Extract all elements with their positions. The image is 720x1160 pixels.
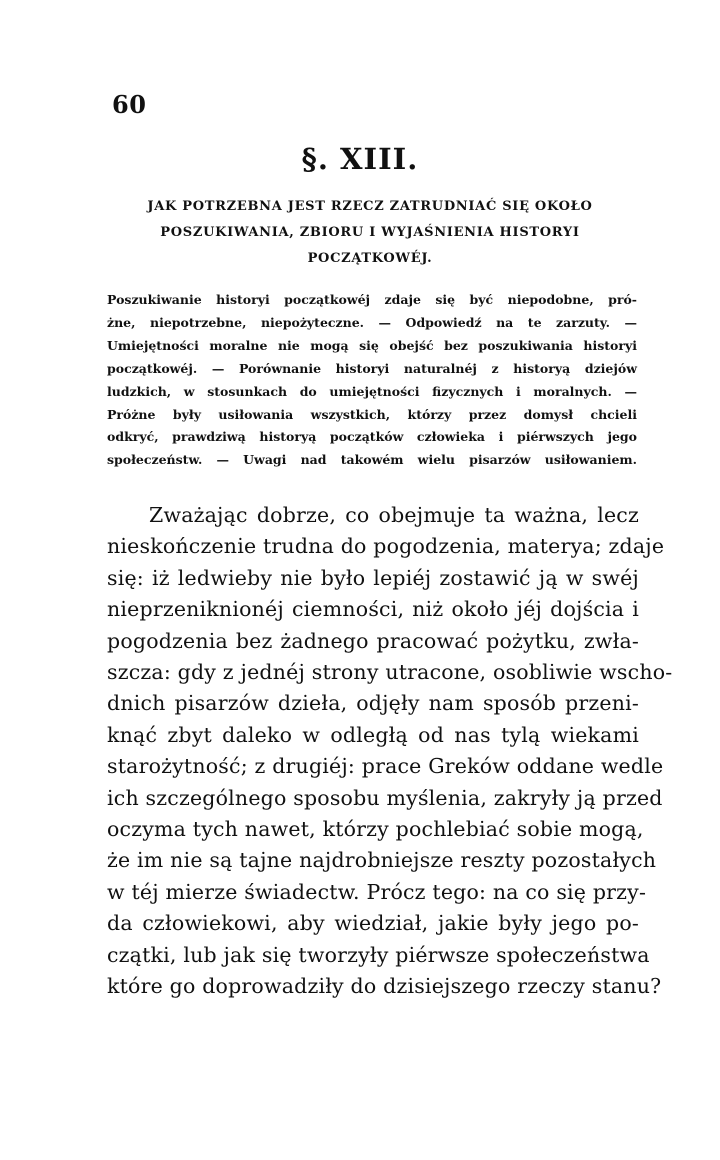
heading-line: POSZUKIWANIA, ZBIORU I WYJAŚNIENIA HISTORYI (160, 225, 580, 240)
page-number: 60 (112, 90, 147, 119)
body-line: Zważając dobrze, co obejmuje ta ważna, lecz (149, 503, 639, 527)
body-line: się: iż ledwieby nie było lepiéj zostawić ją w swéj (107, 565, 639, 590)
body-line: starożytność; z drugiéj: prace Greków oddane wedle (107, 754, 664, 779)
body-line: knąć zbyt daleko w odległą od nas tylą wiekami (107, 722, 639, 747)
body-line: nieskończenie trudna do pogodzenia, materya; zdaje (107, 534, 665, 559)
summary-line: Próżne były usiłowania wszystkich, którzy przez domysł chcieli (107, 406, 637, 422)
body-line: które go doprowadziły do dzisiejszego rzeczy stanu? (107, 974, 662, 999)
summary-line: społeczeństw. — Uwagi nad takowém wielu pisarzów usiłowaniem. (107, 452, 637, 468)
chapter-summary (107, 289, 637, 472)
summary-line: początkowéj. — Porównanie historyi naturalnéj z historyą dziejów (107, 360, 637, 376)
body-line: oczyma tych nawet, którzy pochlebiać sobie mogą, (107, 817, 644, 842)
summary-line: żne, niepotrzebne, niepożyteczne. — Odpowiedź na te zarzuty. — (107, 314, 637, 330)
chapter-heading (110, 194, 630, 272)
body-text (107, 500, 673, 1003)
body-line: pogodzenia bez żadnego pracować pożytku, zwła- (107, 628, 639, 653)
summary-line: odkryć, prawdziwą historyą początków człowieka i piérwszych jego (107, 429, 637, 445)
summary-line: Poszukiwanie historyi początkowéj zdaje się być niepodobne, pró- (107, 292, 637, 307)
body-line: dnich pisarzów dzieła, odjęły nam sposób przeni- (107, 691, 639, 716)
body-line: da człowiekowi, aby wiedział, jakie były jego po- (107, 911, 639, 936)
body-line: ich szczególnego sposobu myślenia, zakryły ją przed (107, 785, 663, 810)
body-line: czątki, lub jak się tworzyły piérwsze społeczeństwa (107, 942, 650, 967)
body-line: w téj mierze świadectw. Prócz tego: na co się przy- (107, 879, 647, 904)
heading-line: JAK POTRZEBNA JEST RZECZ ZATRUDNIAĆ SIĘ OKOŁO (147, 199, 593, 214)
body-line: nieprzeniknionéj ciemności, niż około jéj dojścia i (107, 597, 639, 622)
section-title: §. XIII. (301, 142, 419, 176)
body-line: szcza: gdy z jednéj strony utracone, osobliwie wscho- (107, 660, 673, 685)
summary-line: Umiejętności moralne nie mogą się obejść bez poszukiwania historyi (107, 337, 637, 353)
summary-line: ludzkich, w stosunkach do umiejętności fizycznych i moralnych. — (107, 383, 637, 399)
body-line: że im nie są tajne najdrobniejsze reszty pozostałych (107, 848, 657, 873)
heading-line: POCZĄTKOWÉJ. (307, 251, 433, 266)
